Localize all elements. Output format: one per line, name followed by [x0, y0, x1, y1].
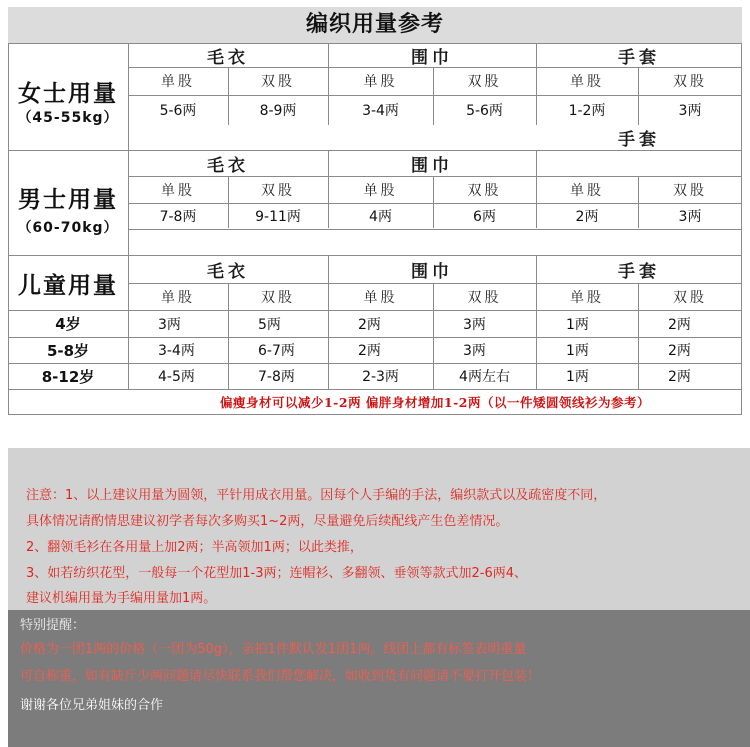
- strand-single: 单股: [161, 182, 195, 199]
- page-title: 编织用量参考: [8, 7, 742, 43]
- men-label: 男士用量: [18, 186, 118, 213]
- women-scarf-single: 3-4两: [362, 103, 399, 119]
- child-8-12-sweater-single: 4-5两: [158, 369, 195, 385]
- women-sweater-double: 8-9两: [259, 103, 297, 119]
- reminder-line: 可自称重，如有缺斤少两问题请尽快联系我们帮您解决，如收到货有问题请不要打开包装！: [20, 669, 541, 684]
- women-scarf-double: 5-6两: [466, 103, 503, 119]
- reminder-thanks: 谢谢各位兄弟姐妹的合作: [20, 698, 164, 713]
- child-4-sweater-double: 5两: [258, 316, 281, 333]
- note-line: 注意：1、以上建议用量为圆领，平针用成衣用量。因每个人手编的手法，编织款式以及疏密度不同，: [26, 488, 607, 503]
- men-weight-range: （60-70kg）: [17, 220, 119, 236]
- strand-single: 单股: [363, 182, 398, 199]
- reminder-heading: 特别提醒：: [20, 618, 86, 633]
- group-sweater: 毛衣: [207, 155, 249, 176]
- strand-double: 双股: [261, 182, 295, 199]
- section-gap: [0, 426, 750, 448]
- note-line: 3、如若纺织花型，一般每一个花型加1-3两；连帽衫、多翻领、垂领等款式加2-6两4、: [26, 566, 528, 581]
- strand-single: 单股: [570, 182, 604, 199]
- group-gloves: 手套: [618, 261, 660, 282]
- age-label: 8-12岁: [41, 367, 95, 386]
- women-extra-gloves-label: 手套: [618, 130, 660, 150]
- group-scarf: 围巾: [411, 155, 453, 176]
- note-line: 建议机编用量为手编用量加1两。: [26, 591, 217, 606]
- child-4-gloves-double: 2两: [668, 316, 691, 333]
- child-8-12-scarf-double: 4两左右: [459, 369, 510, 385]
- strand-double: 双股: [673, 74, 707, 90]
- women-label: 女士用量: [18, 80, 118, 107]
- child-4-scarf-single: 2两: [358, 316, 381, 333]
- men-gloves-single: 2两: [575, 209, 599, 225]
- strand-double: 双股: [261, 289, 295, 306]
- group-sweater: 毛衣: [207, 47, 249, 68]
- strand-double: 双股: [673, 289, 707, 306]
- strand-double: 双股: [467, 289, 502, 306]
- child-5-8-scarf-single: 2两: [358, 343, 381, 359]
- strand-single: 单股: [161, 289, 195, 306]
- child-4-sweater-single: 3两: [158, 316, 181, 333]
- strand-double: 双股: [261, 74, 295, 90]
- strand-single: 单股: [363, 289, 398, 306]
- strand-double: 双股: [467, 182, 502, 199]
- group-gloves: 手套: [618, 47, 660, 68]
- notes-panel: [8, 448, 750, 610]
- usage-table: [8, 43, 742, 415]
- age-label: 4岁: [55, 315, 81, 333]
- age-label: 5-8岁: [46, 341, 90, 360]
- strand-double: 双股: [467, 74, 502, 90]
- group-scarf: 围巾: [411, 47, 453, 68]
- note-line: 具体情况请酌情思建议初学者每次多购买1~2两，尽量避免后续配线产生色差情况。: [26, 514, 509, 529]
- child-8-12-scarf-single: 2-3两: [362, 369, 399, 385]
- group-sweater: 毛衣: [207, 261, 249, 282]
- group-scarf: 围巾: [411, 261, 453, 282]
- women-gloves-single: 1-2两: [568, 103, 606, 119]
- men-scarf-single: 4两: [369, 209, 392, 225]
- child-8-12-gloves-single: 1两: [566, 369, 589, 385]
- children-label: 儿童用量: [18, 272, 118, 299]
- strand-single: 单股: [161, 74, 195, 90]
- child-8-12-sweater-double: 7-8两: [258, 369, 295, 385]
- child-8-12-gloves-double: 2两: [668, 369, 691, 385]
- men-sweater-double: 9-11两: [255, 209, 301, 225]
- strand-single: 单股: [570, 74, 604, 90]
- reminder-line: 价格为一团1两的价格（一团为50g），亲拍1件默认发1团1两。线团上都有标签表明重量: [20, 642, 527, 657]
- child-5-8-sweater-double: 6-7两: [258, 343, 295, 359]
- child-4-scarf-double: 3两: [463, 316, 486, 333]
- women-sweater-single: 5-6两: [159, 103, 197, 119]
- men-gloves-double: 3两: [678, 209, 702, 225]
- child-5-8-scarf-double: 3两: [463, 343, 486, 359]
- child-5-8-sweater-single: 3-4两: [158, 343, 195, 359]
- note-line: 2、翻领毛衫在各用量上加2两；半高领加1两；以此类推，: [26, 540, 363, 555]
- women-gloves-double: 3两: [678, 103, 702, 119]
- body-type-note: 偏瘦身材可以减少1-2两 偏胖身材增加1-2两（以一件矮圆领线衫为参考）: [219, 394, 651, 410]
- reminder-panel: [8, 610, 750, 747]
- women-weight-range: （45-55kg）: [17, 110, 119, 126]
- strand-single: 单股: [363, 74, 398, 90]
- strand-double: 双股: [673, 182, 707, 199]
- men-sweater-single: 7-8两: [159, 209, 197, 225]
- strand-single: 单股: [570, 289, 604, 306]
- child-4-gloves-single: 1两: [566, 316, 589, 333]
- child-5-8-gloves-double: 2两: [668, 343, 691, 359]
- child-5-8-gloves-single: 1两: [566, 343, 589, 359]
- men-scarf-double: 6两: [473, 209, 496, 225]
